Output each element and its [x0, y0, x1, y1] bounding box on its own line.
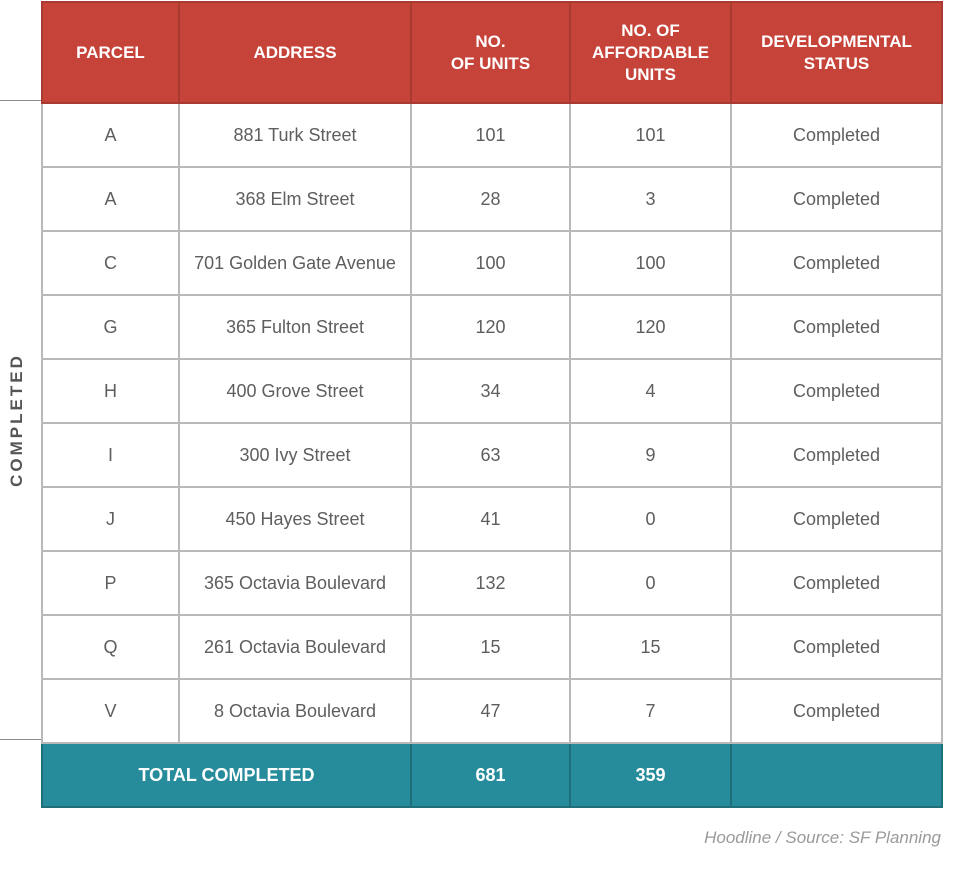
total-status	[731, 743, 942, 807]
total-units: 681	[411, 743, 570, 807]
cell-affordable: 0	[570, 487, 731, 551]
table-row	[42, 103, 942, 167]
cell-units: 132	[411, 551, 570, 615]
cell-affordable: 100	[570, 231, 731, 295]
total-affordable: 359	[570, 743, 731, 807]
cell-parcel: I	[42, 423, 179, 487]
header-parcel: PARCEL	[42, 2, 179, 103]
table-row	[42, 167, 942, 231]
cell-status: Completed	[731, 231, 942, 295]
cell-address: 400 Grove Street	[179, 359, 411, 423]
cell-affordable: 15	[570, 615, 731, 679]
cell-affordable: 4	[570, 359, 731, 423]
cell-units: 41	[411, 487, 570, 551]
cell-status: Completed	[731, 551, 942, 615]
cell-parcel: P	[42, 551, 179, 615]
cell-address: 701 Golden Gate Avenue	[179, 231, 411, 295]
cell-address: 261 Octavia Boulevard	[179, 615, 411, 679]
table-row	[42, 295, 942, 359]
cell-affordable: 9	[570, 423, 731, 487]
header-address: ADDRESS	[179, 2, 411, 103]
cell-address: 365 Fulton Street	[179, 295, 411, 359]
header-units: NO. OF UNITS	[411, 2, 570, 103]
cell-units: 47	[411, 679, 570, 743]
cell-affordable: 0	[570, 551, 731, 615]
completed-side-label	[2, 101, 32, 739]
cell-units: 63	[411, 423, 570, 487]
table-row	[42, 423, 942, 487]
cell-status: Completed	[731, 487, 942, 551]
cell-address: 300 Ivy Street	[179, 423, 411, 487]
cell-address: 881 Turk Street	[179, 103, 411, 167]
cell-units: 101	[411, 103, 570, 167]
cell-affordable: 3	[570, 167, 731, 231]
total-label: TOTAL COMPLETED	[42, 743, 411, 807]
cell-units: 28	[411, 167, 570, 231]
cell-parcel: Q	[42, 615, 179, 679]
cell-units: 120	[411, 295, 570, 359]
cell-units: 100	[411, 231, 570, 295]
cell-address: 368 Elm Street	[179, 167, 411, 231]
table-row	[42, 679, 942, 743]
cell-parcel: G	[42, 295, 179, 359]
cell-parcel: A	[42, 167, 179, 231]
cell-address: 8 Octavia Boulevard	[179, 679, 411, 743]
developments-table	[41, 1, 943, 808]
header-status: DEVELOPMENTAL STATUS	[731, 2, 942, 103]
cell-affordable: 101	[570, 103, 731, 167]
cell-status: Completed	[731, 679, 942, 743]
completed-side-label-text: COMPLETED	[7, 353, 27, 487]
table-row	[42, 359, 942, 423]
cell-parcel: C	[42, 231, 179, 295]
cell-affordable: 7	[570, 679, 731, 743]
cell-units: 34	[411, 359, 570, 423]
header-row	[42, 2, 942, 103]
cell-status: Completed	[731, 615, 942, 679]
cell-parcel: V	[42, 679, 179, 743]
table-row	[42, 231, 942, 295]
cell-parcel: J	[42, 487, 179, 551]
cell-address: 450 Hayes Street	[179, 487, 411, 551]
header-affordable-units: NO. OF AFFORDABLE UNITS	[570, 2, 731, 103]
cell-status: Completed	[731, 423, 942, 487]
cell-status: Completed	[731, 167, 942, 231]
table-row	[42, 551, 942, 615]
table-row	[42, 615, 942, 679]
cell-units: 15	[411, 615, 570, 679]
cell-parcel: A	[42, 103, 179, 167]
cell-address: 365 Octavia Boulevard	[179, 551, 411, 615]
source-credit: Hoodline / Source: SF Planning	[704, 828, 941, 847]
cell-status: Completed	[731, 359, 942, 423]
cell-affordable: 120	[570, 295, 731, 359]
table-row	[42, 487, 942, 551]
cell-status: Completed	[731, 103, 942, 167]
cell-parcel: H	[42, 359, 179, 423]
bottom-rule	[0, 739, 41, 740]
cell-status: Completed	[731, 295, 942, 359]
total-row	[42, 743, 942, 807]
